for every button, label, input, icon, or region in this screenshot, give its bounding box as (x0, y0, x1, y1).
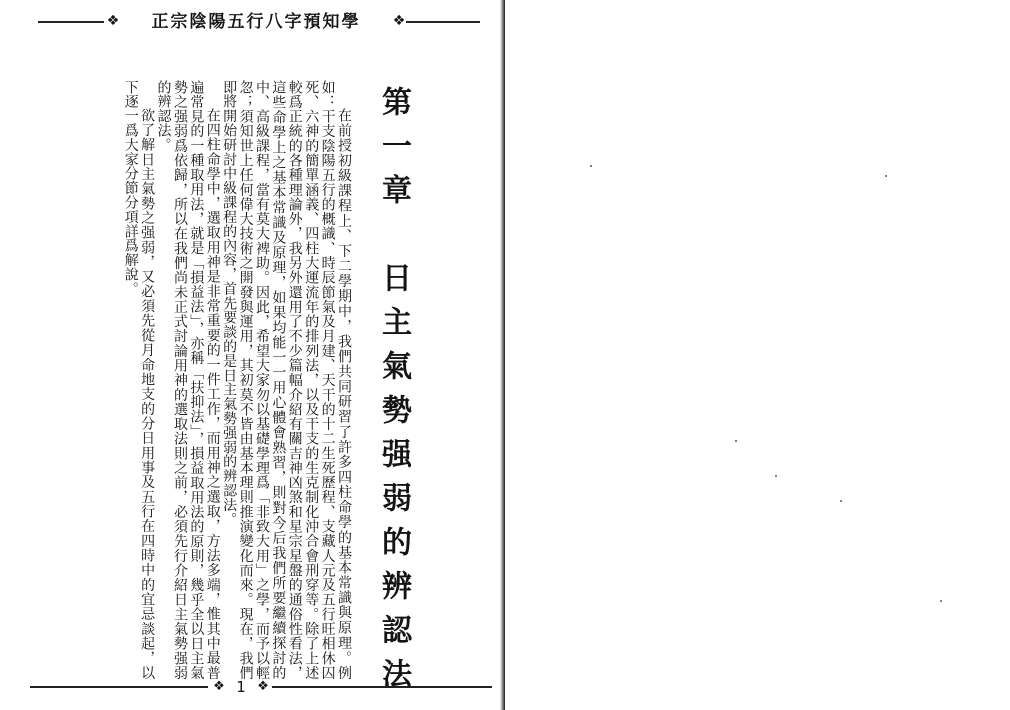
scan-speck (940, 600, 942, 602)
right-page-blank (505, 0, 1010, 710)
footer-rule-right (272, 686, 492, 688)
chapter-title: 第一章 日主氣勢强弱的辨認法 (376, 86, 411, 702)
scan-speck (735, 440, 737, 442)
footer-rule-left (30, 686, 208, 688)
paragraph-2: 在四柱命學中，選取用神是非常重要的一件工作，而用神之選取，方法多端，惟其中最普遍常見的一種取用法，就是「損益法」，亦稱「扶抑法」，損益取用法的原則，幾乎全以日主氣勢之强弱爲依歸，所以在我們尚未正式討論用神的選取法則之前，必須先行介紹日主氣勢强弱的辨認法。 (155, 80, 221, 680)
header-ornament-left-icon: ❖ (106, 13, 120, 29)
scan-speck (840, 500, 842, 502)
page-footer (30, 676, 492, 698)
paragraph-1: 在前授初級課程上、下二學期中，我們共同研習了許多四柱命學的基本常識與原理。例如：干支陰陽五行的概識、時辰節氣及月建、天干的十二生死歷程、支藏人元及五行旺相休囚死、六神的簡單涵義、四柱大運流年的排列法，以及干支的生克制化沖合會刑穿等。除了上述較爲正統的各種理論外，我另外還用了不少篇幅介紹有關吉神凶煞和星宗星盤的通俗性看法，這些命學上之基本常識及原理，如果均能一一用心體會熟習，則對今后我們所要繼續探討的中、高級課程，當有莫大裨助。因此，希望大家勿以基礎學理爲「非致大用」之學，而予以輕忽；須知世上任何偉大技術之開發與運用，其初莫不皆由基本理則推演變化而來。現在，我們即將開始研討中級課程的內容，首先要談的是日主氣勢强弱的辨認法。 (221, 80, 352, 680)
header-rule-left (38, 21, 104, 23)
scan-speck (590, 165, 592, 167)
scan-speck (885, 175, 887, 177)
header-rule-right (406, 21, 480, 23)
running-header (38, 10, 480, 34)
body-text (62, 80, 352, 680)
footer-ornament-right-icon: ❖ (257, 679, 269, 694)
header-ornament-right-icon: ❖ (392, 13, 406, 29)
page-number: 1 (236, 678, 246, 696)
scan-speck (775, 475, 777, 477)
footer-ornament-left-icon: ❖ (213, 679, 225, 694)
paragraph-3: 欲了解日主氣勢之强弱，又必須先從月命地支的分日用事及五行在四時中的宜忌談起，以下逐一爲大家分節分項詳爲解說。 (122, 80, 156, 680)
book-title: 正宗陰陽五行八字預知學 (151, 12, 361, 32)
